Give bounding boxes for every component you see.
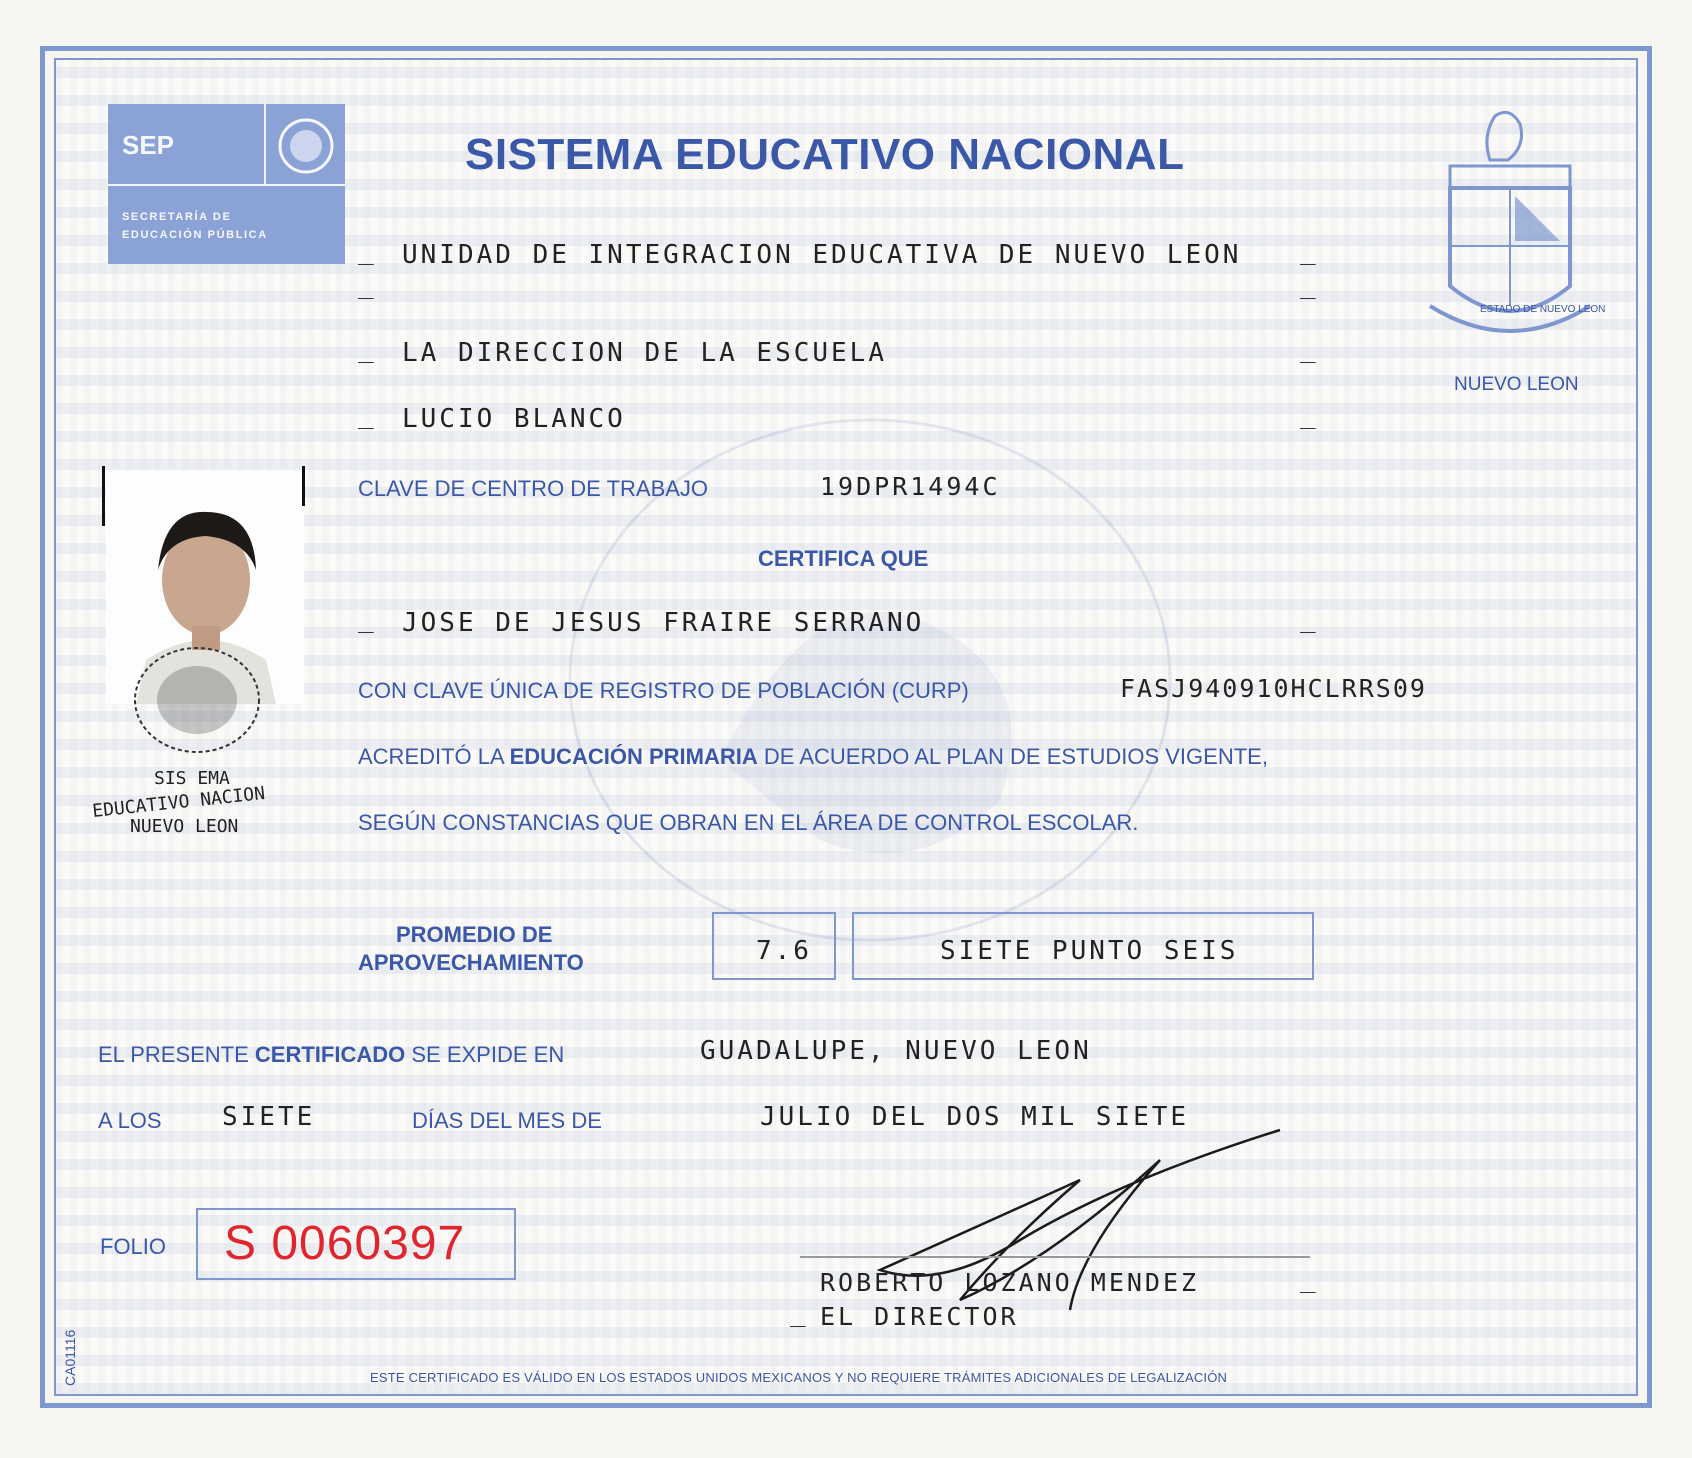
curp-label: CON CLAVE ÚNICA DE REGISTRO DE POBLACIÓN (CURP) [358, 678, 969, 703]
sep-divider [108, 184, 345, 186]
folio-label: FOLIO [100, 1234, 167, 1259]
photo-corner-mark [302, 466, 305, 506]
document-code: CA01116 [62, 1329, 78, 1386]
unit-name: UNIDAD DE INTEGRACION EDUCATIVA DE NUEVO LEON [402, 240, 1242, 270]
line-marker: _ [358, 236, 374, 266]
signature-line [800, 1256, 1310, 1258]
issue-text: EL PRESENTE CERTIFICADO SE EXPIDE EN [98, 1042, 565, 1067]
stamp-line: NUEVO LEON [130, 816, 239, 837]
document-title: SISTEMA EDUCATIVO NACIONAL [465, 130, 1185, 179]
dias-label: DÍAS DEL MES DE [412, 1108, 602, 1133]
line-marker: _ [790, 1298, 806, 1328]
photo-corner-mark [102, 466, 105, 526]
grade-words: SIETE PUNTO SEIS [940, 936, 1239, 966]
grade-label: PROMEDIO DE [396, 922, 553, 947]
acredito-text: ACREDITÓ LA EDUCACIÓN PRIMARIA DE ACUERDO AL PLAN DE ESTUDIOS VIGENTE, [358, 744, 1268, 769]
line-marker: _ [1300, 334, 1316, 364]
nuevo-leon-coat-of-arms-icon [1420, 106, 1600, 354]
stamp-line: SIS EMA [154, 768, 230, 789]
folio-number: S 0060397 [224, 1217, 466, 1270]
issue-day: SIETE [222, 1102, 316, 1132]
line-marker: _ [1300, 400, 1316, 430]
school-direction: LA DIRECCION DE LA ESCUELA [402, 338, 887, 368]
stamp-line: EDUCATIVO NACION [91, 782, 267, 823]
official-stamp-icon [122, 640, 272, 760]
line-marker: _ [358, 604, 374, 634]
clave-label: CLAVE DE CENTRO DE TRABAJO [358, 476, 709, 501]
issue-month-year: JULIO DEL DOS MIL SIETE [760, 1102, 1190, 1132]
line-marker: _ [1300, 1264, 1316, 1294]
state-label: NUEVO LEON [1454, 374, 1579, 395]
validity-note: ESTE CERTIFICADO ES VÁLIDO EN LOS ESTADOS UNIDOS MEXICANOS Y NO REQUIERE TRÁMITES ADICIONALES DE LEGALIZACIÓN [370, 1370, 1228, 1385]
seal-ribbon: ESTADO DE NUEVO LEON [1480, 304, 1606, 315]
line-marker: _ [1300, 604, 1316, 634]
student-name: JOSE DE JESUS FRAIRE SERRANO [402, 608, 925, 638]
grade-value: 7.6 [756, 936, 812, 966]
sep-logo: SEP [122, 130, 175, 160]
sep-divider [264, 104, 266, 184]
line-marker: _ [1300, 236, 1316, 266]
segun-text: SEGÚN CONSTANCIAS QUE OBRAN EN EL ÁREA DE CONTROL ESCOLAR. [358, 810, 1139, 835]
sep-name: SECRETARÍA DE EDUCACIÓN PÚBLICA [122, 211, 268, 241]
line-marker: _ [358, 270, 374, 300]
school-name: LUCIO BLANCO [402, 404, 626, 434]
mexico-shield-icon [276, 116, 336, 176]
a-los-label: A LOS [98, 1108, 162, 1133]
curp-value: FASJ940910HCLRRS09 [1120, 674, 1427, 703]
director-name: ROBERTO LOZANO MENDEZ [820, 1268, 1200, 1297]
line-marker: _ [358, 400, 374, 430]
line-marker: _ [1300, 270, 1316, 300]
grade-label: APROVECHAMIENTO [358, 950, 584, 975]
clave-value: 19DPR1494C [820, 472, 1001, 501]
director-title: EL DIRECTOR [820, 1302, 1019, 1331]
certifica-label: CERTIFICA QUE [758, 546, 929, 571]
line-marker: _ [358, 334, 374, 364]
issue-place: GUADALUPE, NUEVO LEON [700, 1036, 1092, 1066]
